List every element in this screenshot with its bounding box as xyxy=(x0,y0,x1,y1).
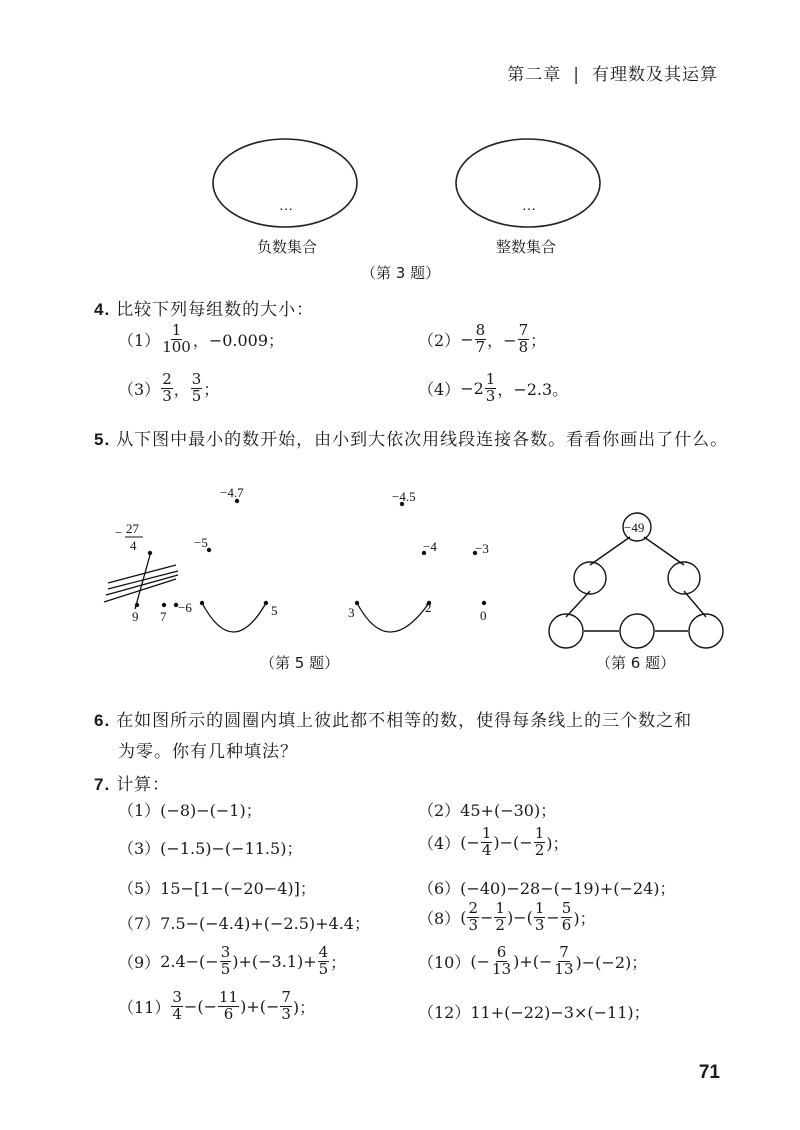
fraction: $\frac{5}{6}$ xyxy=(561,899,572,934)
item-tag: （1） xyxy=(118,330,161,350)
question-4-number: 4. xyxy=(94,300,111,319)
running-header: 第二章 | 有理数及其运算 xyxy=(507,65,718,85)
q7-item-8: （8） ( $\frac{2}{3}$ − $\frac{1}{2}$ )−( $\frac{1}{3}$ − $\frac{5}{6}$ )； xyxy=(418,899,596,934)
point-label: −4.5 xyxy=(392,489,416,504)
fraction: $\frac{1}{4}$ xyxy=(481,824,492,859)
circle-right-middle xyxy=(668,562,700,594)
item-text: ，− xyxy=(487,330,517,350)
q7-item-2: （2）45+(−30)； xyxy=(418,801,557,820)
q4-item-4 xyxy=(418,372,568,405)
fraction: $\frac{6}{13}$ xyxy=(492,943,512,978)
fraction: $\frac{2}{3}$ xyxy=(468,899,478,934)
q4-item-2 xyxy=(418,323,546,356)
left-arc xyxy=(202,603,266,632)
page-number: 71 xyxy=(698,1062,720,1083)
fraction: $\frac{7}{3}$ xyxy=(281,988,291,1023)
q7-item-1: （1）(−8)−(−1)； xyxy=(118,801,262,820)
point-label: 9 xyxy=(132,609,139,624)
fraction: $\frac{3}{5}$ xyxy=(220,943,231,978)
question-4-text: 比较下列每组数的大小： xyxy=(116,300,315,320)
left-ellipsis: … xyxy=(279,199,293,214)
chapter-label: 第二章 xyxy=(507,65,562,85)
item-text: ； xyxy=(530,330,547,350)
question-6-text: 在如图所示的圆圈内填上彼此都不相等的数，使得每条线上的三个数之和 xyxy=(116,711,693,731)
fraction-numerator: 27 xyxy=(126,521,139,536)
circle-left-middle xyxy=(574,562,606,594)
question-5-text: 从下图中最小的数开始，由小到大依次用线段连接各数。看看你画出了什么。 xyxy=(116,430,729,450)
circle-bottom-middle xyxy=(620,614,654,648)
fraction: $\frac{11}{6}$ xyxy=(218,988,239,1023)
q7-item-9: （9） 2.4−(− $\frac{3}{5}$ )+(−3.1)+ $\frac{4}{5}$ ； xyxy=(118,943,347,978)
circle-bottom-right xyxy=(689,614,723,648)
fraction-sign: − xyxy=(115,525,123,540)
fraction: $\frac{1}{2}$ xyxy=(495,899,505,934)
fraction: $\frac{1}{3}$ xyxy=(534,899,545,934)
question-7-number: 7. xyxy=(94,775,111,794)
question-7-text: 计算： xyxy=(116,775,171,795)
dot-to-dot-figure xyxy=(90,475,530,675)
fraction: $\frac{1}{100}$ xyxy=(162,321,191,356)
fraction: $\frac{3}{4}$ xyxy=(172,988,182,1023)
right-arc xyxy=(357,603,429,632)
q7-item-10: （10） (− $\frac{6}{13}$ )+(− $\frac{7}{13}$ )−(−2)； xyxy=(418,943,648,978)
q7-item-4: （4） (− $\frac{1}{4}$ )−(− $\frac{1}{2}$ )； xyxy=(418,824,569,859)
question-4 xyxy=(94,295,314,320)
item-tag: （3） xyxy=(118,379,161,399)
fig3-caption: （第 3 题） xyxy=(361,264,441,282)
fraction: $\frac{4}{5}$ xyxy=(318,943,329,978)
triangle-circles-figure xyxy=(540,505,730,655)
question-5 xyxy=(94,425,728,450)
item-text: ； xyxy=(203,379,220,399)
fraction-denominator: 4 xyxy=(130,538,137,553)
fraction: $\frac{3}{5}$ xyxy=(191,370,202,405)
item-tag: （4） xyxy=(418,379,461,399)
point-label: 2 xyxy=(425,600,432,615)
item-tag: （2） xyxy=(418,330,461,350)
circle-bottom-left xyxy=(549,614,583,648)
fraction: $\frac{2}{3}$ xyxy=(162,370,172,405)
question-7 xyxy=(94,770,170,795)
negative-set-label: 负数集合 xyxy=(257,238,318,256)
point-label: 7 xyxy=(160,609,167,624)
point-label: −3 xyxy=(475,541,489,556)
chapter-title: 有理数及其运算 xyxy=(592,65,718,85)
question-6-line-1 xyxy=(94,706,692,731)
point-label: 3 xyxy=(348,605,355,620)
fraction: $\frac{7}{13}$ xyxy=(554,943,574,978)
q7-item-6: （6）(−40)−28−(−19)+(−24)； xyxy=(418,879,676,898)
q4-item-1 xyxy=(118,323,284,356)
bird-sketch xyxy=(104,555,429,632)
fraction: $\frac{7}{8}$ xyxy=(518,321,529,356)
fraction: $\frac{1}{2}$ xyxy=(534,824,545,859)
fig6-caption: （第 6 题） xyxy=(596,654,676,672)
point-label: −4 xyxy=(423,539,437,554)
top-circle-value: −49 xyxy=(624,520,645,535)
right-ellipsis: … xyxy=(522,199,536,214)
item-text: −2 xyxy=(460,378,484,398)
q7-item-7: （7）7.5−(−4.4)+(−2.5)+4.4； xyxy=(118,914,370,933)
item-text: ， xyxy=(173,379,190,399)
q7-item-12: （12）11+(−22)−3×(−11)； xyxy=(418,1003,650,1022)
q7-item-3: （3）(−1.5)−(−11.5)； xyxy=(118,839,303,858)
question-5-number: 5. xyxy=(94,430,111,449)
point-label: 5 xyxy=(271,603,278,618)
fraction: $\frac{8}{7}$ xyxy=(475,321,486,356)
set-ellipses-figure xyxy=(200,130,620,280)
fraction: $\frac{1}{3}$ xyxy=(485,370,496,405)
point-label: −6 xyxy=(178,600,192,615)
point-label: 0 xyxy=(480,608,487,623)
question-6-line-2: 为零。你有几种填法？ xyxy=(118,742,298,762)
item-text: ，−2.3。 xyxy=(497,379,569,399)
point-label: −4.7 xyxy=(220,485,244,500)
question-6-number: 6. xyxy=(94,711,111,730)
point-label: −5 xyxy=(194,535,208,550)
integer-set-label: 整数集合 xyxy=(496,238,557,256)
fig5-caption: （第 5 题） xyxy=(260,654,340,672)
q7-item-11: （11） $\frac{3}{4}$ −(− $\frac{11}{6}$ )+(− $\frac{7}{3}$ )； xyxy=(118,988,316,1023)
q4-item-3 xyxy=(118,372,219,405)
q7-item-5: （5）15−[1−(−20−4)]； xyxy=(118,879,316,898)
item-text: − xyxy=(460,329,474,349)
item-text: ，−0.009； xyxy=(192,330,285,350)
